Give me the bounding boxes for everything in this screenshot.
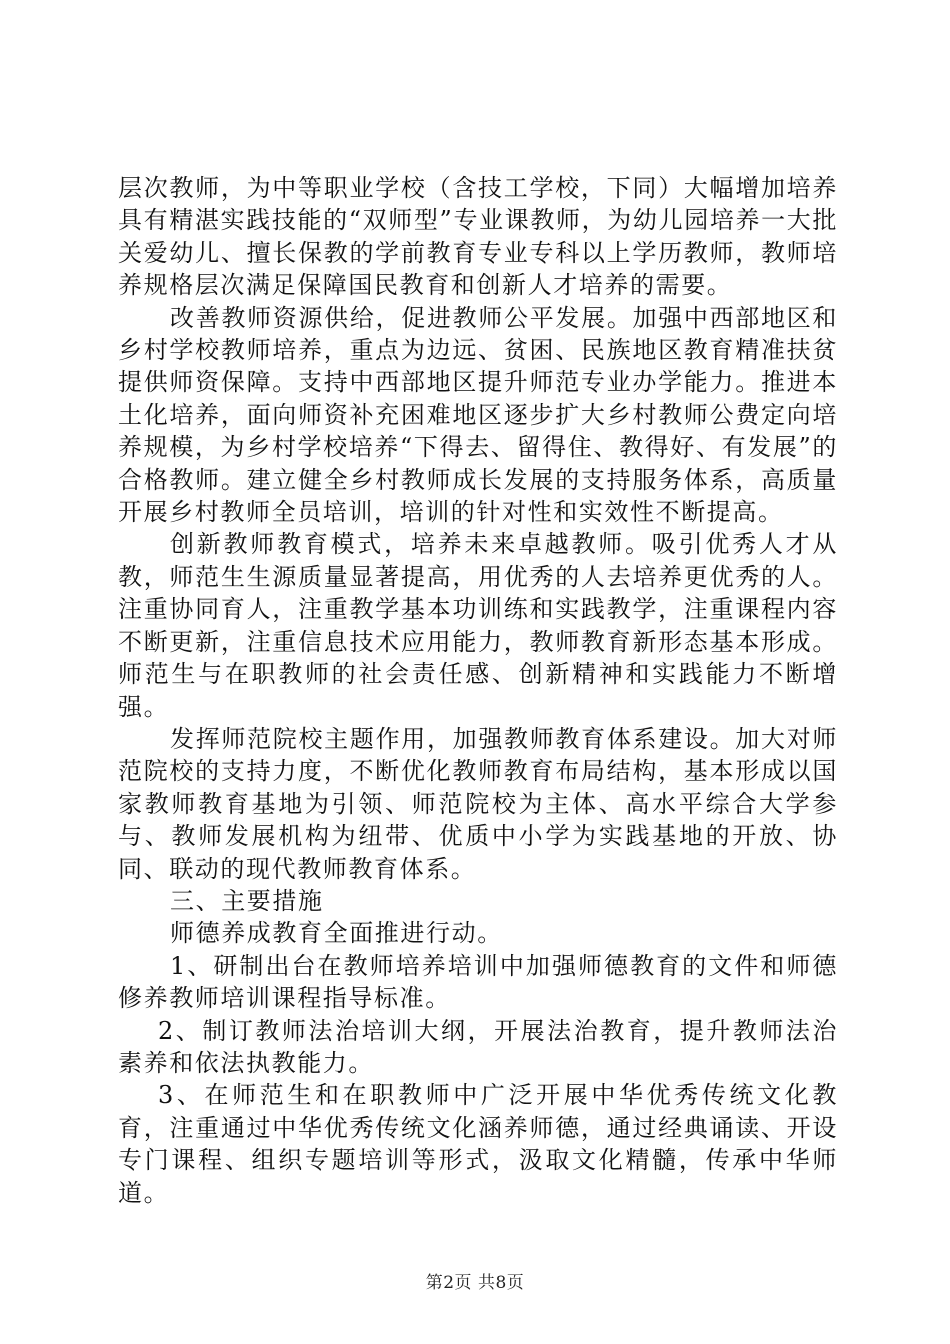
section-heading-main-measures: 三、主要措施	[170, 886, 324, 915]
list-item-3: 3、在师范生和在职教师中广泛开展中华优秀传统文化教育，注重通过中华优秀传统文化涵养师德，通过经典诵读、开设专门课程、组织专题培训等形式，汲取文化精髓，传承中华师道。	[118, 1081, 838, 1207]
paragraph-teacher-education-model: 创新教师教育模式，培养未来卓越教师。吸引优秀人才从教，师范生生源质量显著提高，用优秀的人去培养更优秀的人。注重协同育人，注重教学基本功训练和实践教学，注重课程内容不断更新，注重信息技术应用能力，教师教育新形态基本形成。师范生与在职教师的社会责任感、创新精神和实践能力不断增强。	[118, 530, 838, 721]
page-footer: 第2页 共8页	[425, 1273, 525, 1293]
paragraph-ethics-action: 师德养成教育全面推进行动。	[170, 919, 503, 948]
paragraph-continued: 层次教师，为中等职业学校（含技工学校，下同）大幅增加培养具有精湛实践技能的“双师型”专业课教师，为幼儿园培养一大批关爱幼儿、擅长保教的学前教育专业专科以上学历教师，教师培养规格层次满足保障国民教育和创新人才培养的需要。	[118, 174, 838, 300]
document-body	[118, 172, 838, 1209]
list-item-1: 1、研制出台在教师培养培训中加强师德教育的文件和师德修养教师培训课程指导标准。	[118, 951, 838, 1013]
list-item-2: 2、制订教师法治培训大纲，开展法治教育，提升教师法治素养和依法执教能力。	[118, 1016, 838, 1077]
paragraph-normal-colleges: 发挥师范院校主题作用，加强教师教育体系建设。加大对师范院校的支持力度，不断优化教师教育布局结构，基本形成以国家教师教育基地为引领、师范院校为主体、高水平综合大学参与、教师发展机构为纽带、优质中小学为实践基地的开放、协同、联动的现代教师教育体系。	[118, 724, 838, 883]
paragraph-teacher-resources: 改善教师资源供给，促进教师公平发展。加强中西部地区和乡村学校教师培养，重点为边远、贫困、民族地区教育精准扶贫提供师资保障。支持中西部地区提升师范专业办学能力。推进本土化培养，面向师资补充困难地区逐步扩大乡村教师公费定向培养规模，为乡村学校培养“下得去、留得住、教得好、有发展”的合格教师。建立健全乡村教师成长发展的支持服务体系，高质量开展乡村教师全员培训，培训的针对性和实效性不断提高。	[118, 303, 838, 527]
